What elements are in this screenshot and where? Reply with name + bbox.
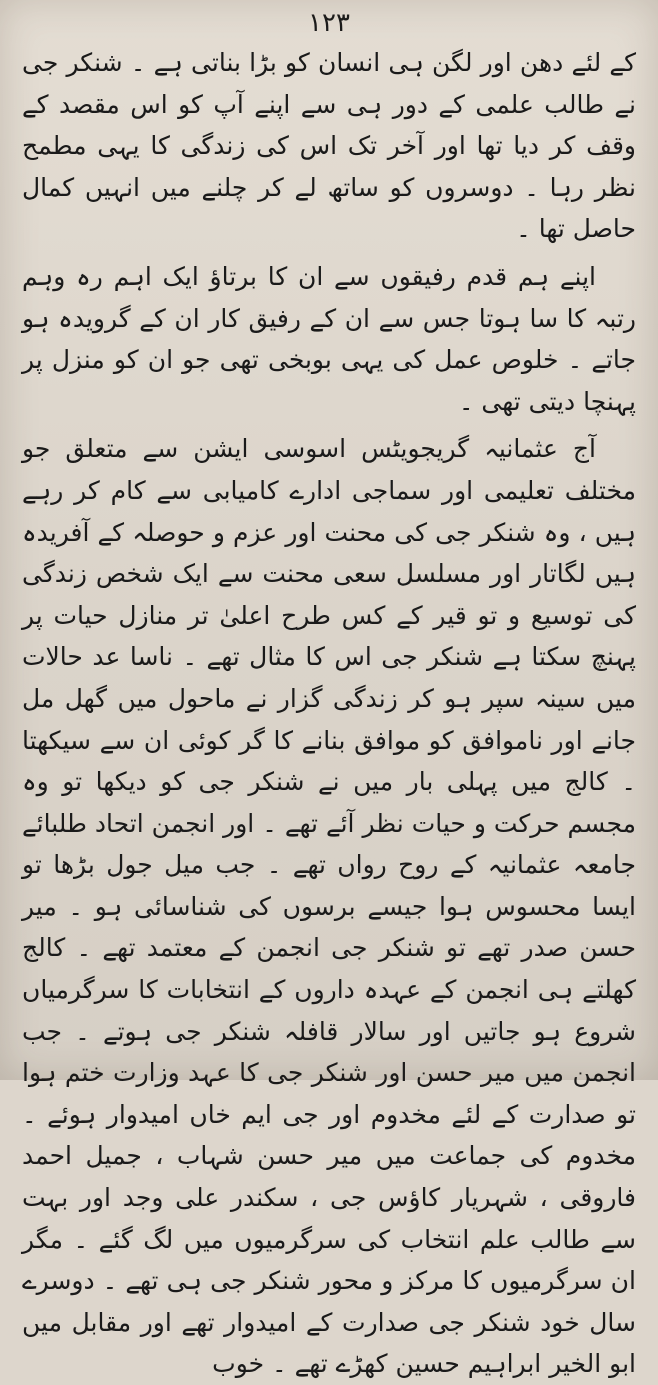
- page-body: [22, 42, 636, 1385]
- paragraph-1: کے لئے دھن اور لگن ہی انسان کو بڑا بناتی ہے ۔ شنکر جی نے طالب علمی کے دور ہی سے اپنے آپ کو اس مقصد کے وقف کر دیا تھا اور آخر تک اس کی زندگی کا یہی مطمح نظر رہا ۔ دوسروں کو ساتھ لے کر چلنے میں انہیں کمال حاصل تھا ۔: [22, 48, 636, 244]
- paragraph-2: اپنے ہم قدم رفیقوں سے ان کا برتاؤ ایک اہم رہ وہم رتبہ کا سا ہوتا جس سے ان کے رفیق کار ان کے گرویدہ ہو جاتے ۔ خلوص عمل کی یہی بوبخی تھی جو ان کو منزل پر پہنچا دیتی تھی ۔: [22, 261, 636, 416]
- page-number: ۱۲۳: [308, 8, 350, 38]
- paragraph-3: آج عثمانیہ گریجویٹس اسوسی ایشن سے متعلق جو مختلف تعلیمی اور سماجی ادارے کامیابی سے کام کر رہے ہیں ، وہ شنکر جی کی محنت اور عزم و حوصلہ کے آفریدہ ہیں لگاتار اور مسلسل سعی محنت سے ایک شخص زندگی کی توسیع و تو قیر کے کس طرح اعلیٰ تر منازل حیات پر پہنچ سکتا ہے شنکر جی اس کا مثال تھے ۔ ناسا عد حالات میں سینہ سپر ہو کر زندگی گزار نے ماحول میں گھل مل جانے اور ناموافق کو موافق بنانے کا گر کوئی ان سے سیکھتا ۔ کالج میں پہلی بار میں نے شنکر جی کو دیکھا تو وہ مجسم حرکت و حیات نظر آئے تھے ۔ اور انجمن اتحاد طلبائے جامعہ عثمانیہ کے روح رواں تھے ۔ جب میل جول بڑھا تو ایسا محسوس ہوا جیسے برسوں کی شناسائی ہو ۔ میر حسن صدر تھے تو شنکر جی انجمن کے معتمد تھے ۔ کالج کھلتے ہی انجمن کے عہدہ داروں کے انتخابات کا سرگرمیاں شروع ہو جاتیں اور سالار قافلہ شنکر جی ہوتے ۔ جب انجمن میں میر حسن اور شنکر جی کا عہد وزارت ختم ہوا تو صدارت کے لئے مخدوم اور جی ایم خاں امیدوار ہوئے ۔ مخدوم کی جماعت میں میر حسن شہاب ، جمیل احمد فاروقی ، شہریار کاؤس جی ، سکندر علی وجد اور بہت سے طالب علم انتخاب کی سرگرمیوں میں لگ گئے ۔ مگر ان سرگرمیوں کا مرکز و محور شنکر جی ہی تھے ۔ دوسرے سال خود شنکر جی صدارت کے امیدوار تھے اور مقابل میں ابو الخیر ابراہیم حسین کھڑے تھے ۔ خوب: [22, 434, 636, 1379]
